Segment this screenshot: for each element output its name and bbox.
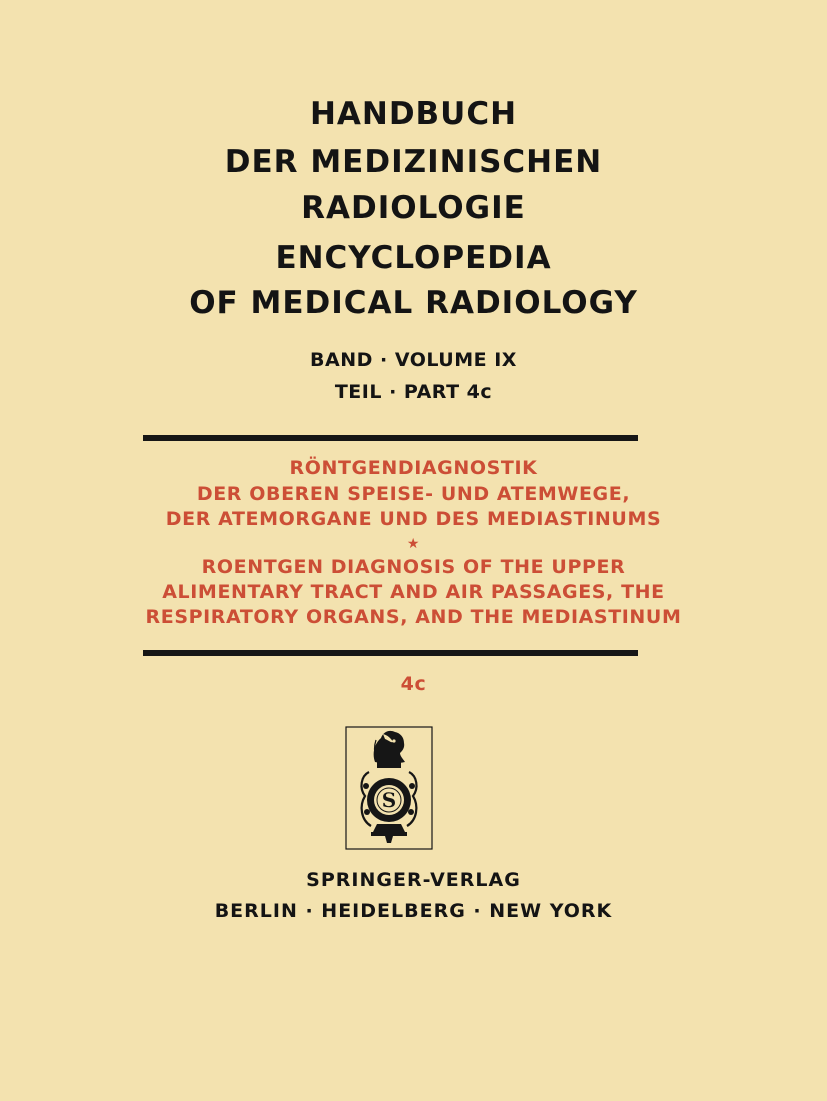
subject-de-line-1: RÖNTGENDIAGNOSTIK xyxy=(289,457,538,479)
subject-separator-star: ★ xyxy=(406,536,421,552)
subject-en-line-1: ROENTGEN DIAGNOSIS OF THE UPPER xyxy=(201,556,626,578)
springer-knight-logo-icon xyxy=(345,726,433,850)
publisher-name: SPRINGER-VERLAG xyxy=(306,869,521,891)
series-title-line-3: RADIOLOGIE xyxy=(301,190,526,226)
series-title-line-1: HANDBUCH xyxy=(309,96,518,132)
subject-de-line-3: DER ATEMORGANE UND DES MEDIASTINUMS xyxy=(165,508,662,530)
bottom-divider-rule xyxy=(143,650,638,656)
subject-en-line-2: ALIMENTARY TRACT AND AIR PASSAGES, THE xyxy=(162,581,665,603)
subject-de-line-2: DER OBEREN SPEISE- UND ATEMWEGE, xyxy=(196,483,631,505)
volume-label: BAND · VOLUME IX xyxy=(310,349,517,371)
series-title-line-5: OF MEDICAL RADIOLOGY xyxy=(189,285,638,321)
publisher-cities: BERLIN · HEIDELBERG · NEW YORK xyxy=(214,900,613,922)
part-label: TEIL · PART 4c xyxy=(334,381,493,403)
subject-en-line-3: RESPIRATORY ORGANS, AND THE MEDIASTINUM xyxy=(145,606,682,628)
top-divider-rule xyxy=(143,435,638,441)
svg-text:S: S xyxy=(381,788,397,812)
series-title-line-4: ENCYCLOPEDIA xyxy=(275,240,552,276)
part-number-label: 4c xyxy=(400,673,427,695)
series-title-line-2: DER MEDIZINISCHEN xyxy=(224,144,603,180)
